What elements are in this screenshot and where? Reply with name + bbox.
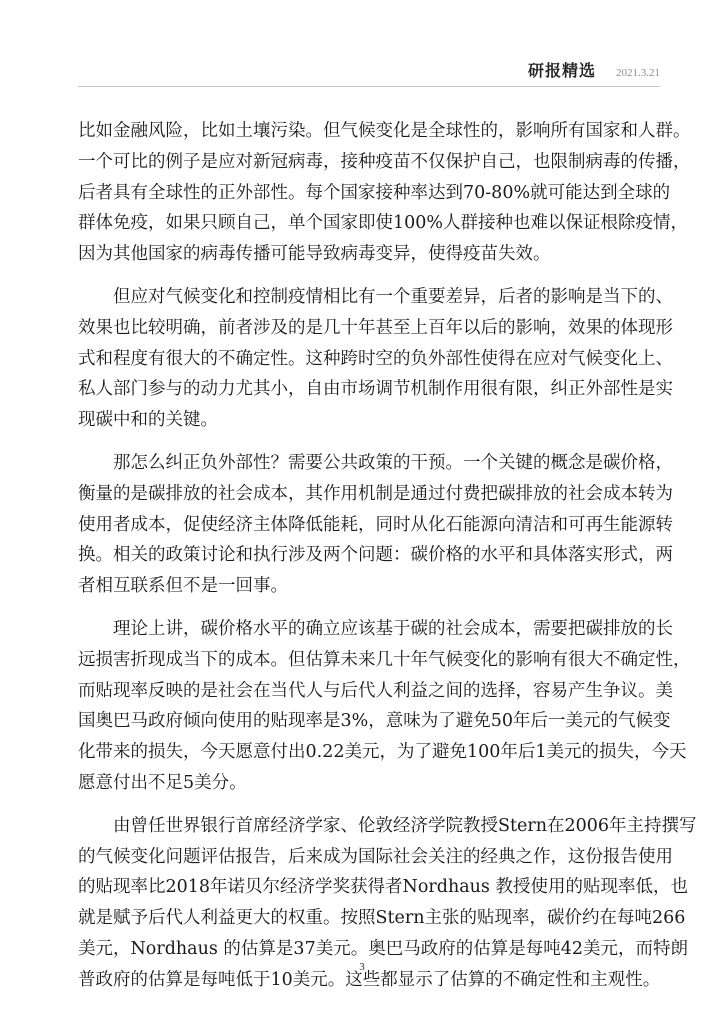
text-line: 普政府的估算是每吨低于10美元。这些都显示了估算的不确定性和主观性。 <box>78 969 661 990</box>
text-line: 换。相关的政策讨论和执行涉及两个问题：碳价格的水平和具体落实形式，两 <box>78 545 673 566</box>
text-line: 的气候变化问题评估报告，后来成为国际社会关注的经典之作，这份报告使用 <box>78 846 673 867</box>
text-line: 后者具有全球性的正外部性。每个国家接种率达到70-80%就可能达到全球的 <box>78 182 671 203</box>
header-divider <box>78 86 660 87</box>
text-line: 者相互联系但不是一回事。 <box>78 576 288 597</box>
text-line: 美元，Nordhaus 的估算是37美元。奥巴马政府的估算是每吨42美元，而特朗 <box>78 938 688 959</box>
paragraph-3 <box>78 448 673 602</box>
text-line: 效果也比较明确，前者涉及的是几十年甚至上百年以后的影响，效果的体现形 <box>78 317 673 338</box>
text-line: 因为其他国家的病毒传播可能导致病毒变异，使得疫苗失效。 <box>78 244 551 265</box>
text-line: 化带来的损失，今天愿意付出0.22美元，为了避免100年后1美元的损失，今天 <box>78 742 687 763</box>
text-line: 现碳中和的关键。 <box>78 410 218 431</box>
text-line: 理论上讲，碳价格水平的确立应该基于碳的社会成本，需要把碳排放的长 <box>78 618 673 639</box>
text-line: 愿意付出不足5美分。 <box>78 772 247 793</box>
text-line: 但应对气候变化和控制疫情相比有一个重要差异，后者的影响是当下的、 <box>78 286 673 307</box>
article-body <box>78 116 697 1008</box>
publication-title: 研报精选 <box>527 61 596 80</box>
paragraph-4 <box>78 614 691 799</box>
text-line: 使用者成本，促使经济主体降低能耗，同时从化石能源向清洁和可再生能源转 <box>78 514 673 535</box>
text-line: 那怎么纠正负外部性？需要公共政策的干预。一个关键的概念是碳价格， <box>78 452 673 473</box>
text-line: 而贴现率反映的是社会在当代人与后代人利益之间的选择，容易产生争议。美 <box>78 680 673 701</box>
publication-date: 2021.3.21 <box>616 67 660 79</box>
text-line: 衡量的是碳排放的社会成本，其作用机制是通过付费把碳排放的社会成本转为 <box>78 483 673 504</box>
text-line: 一个可比的例子是应对新冠病毒，接种疫苗不仅保护自己，也限制病毒的传播， <box>78 151 691 172</box>
text-line: 比如金融风险，比如土壤污染。但气候变化是全球性的，影响所有国家和人群。 <box>78 121 691 141</box>
text-line: 远损害折现成当下的成本。但估算未来几十年气候变化的影响有很大不确定性， <box>78 649 691 670</box>
text-line: 由曾任世界银行首席经济学家、伦敦经济学院教授Stern在2006年主持撰写 <box>78 815 697 836</box>
page-header <box>528 58 660 81</box>
paragraph-2 <box>78 282 673 436</box>
text-line: 式和程度有很大的不确定性。这种跨时空的负外部性使得在应对气候变化上、 <box>78 348 673 369</box>
text-line: 私人部门参与的动力尤其小，自由市场调节机制作用很有限，纠正外部性是实 <box>78 379 673 400</box>
text-line: 就是赋予后代人利益更大的权重。按照Stern主张的贴现率，碳价约在每吨266 <box>78 908 686 929</box>
paragraph-1 <box>78 116 691 270</box>
text-line: 的贴现率比2018年诺贝尔经济学奖获得者Nordhaus 教授使用的贴现率低，也 <box>78 877 688 898</box>
text-line: 群体免疫，如果只顾自己，单个国家即使100%人群接种也难以保证根除疫情， <box>78 213 689 234</box>
text-line: 国奥巴马政府倾向使用的贴现率是3%，意味为了避免50年后一美元的气候变 <box>78 711 671 732</box>
page-number: 3 <box>359 961 365 973</box>
